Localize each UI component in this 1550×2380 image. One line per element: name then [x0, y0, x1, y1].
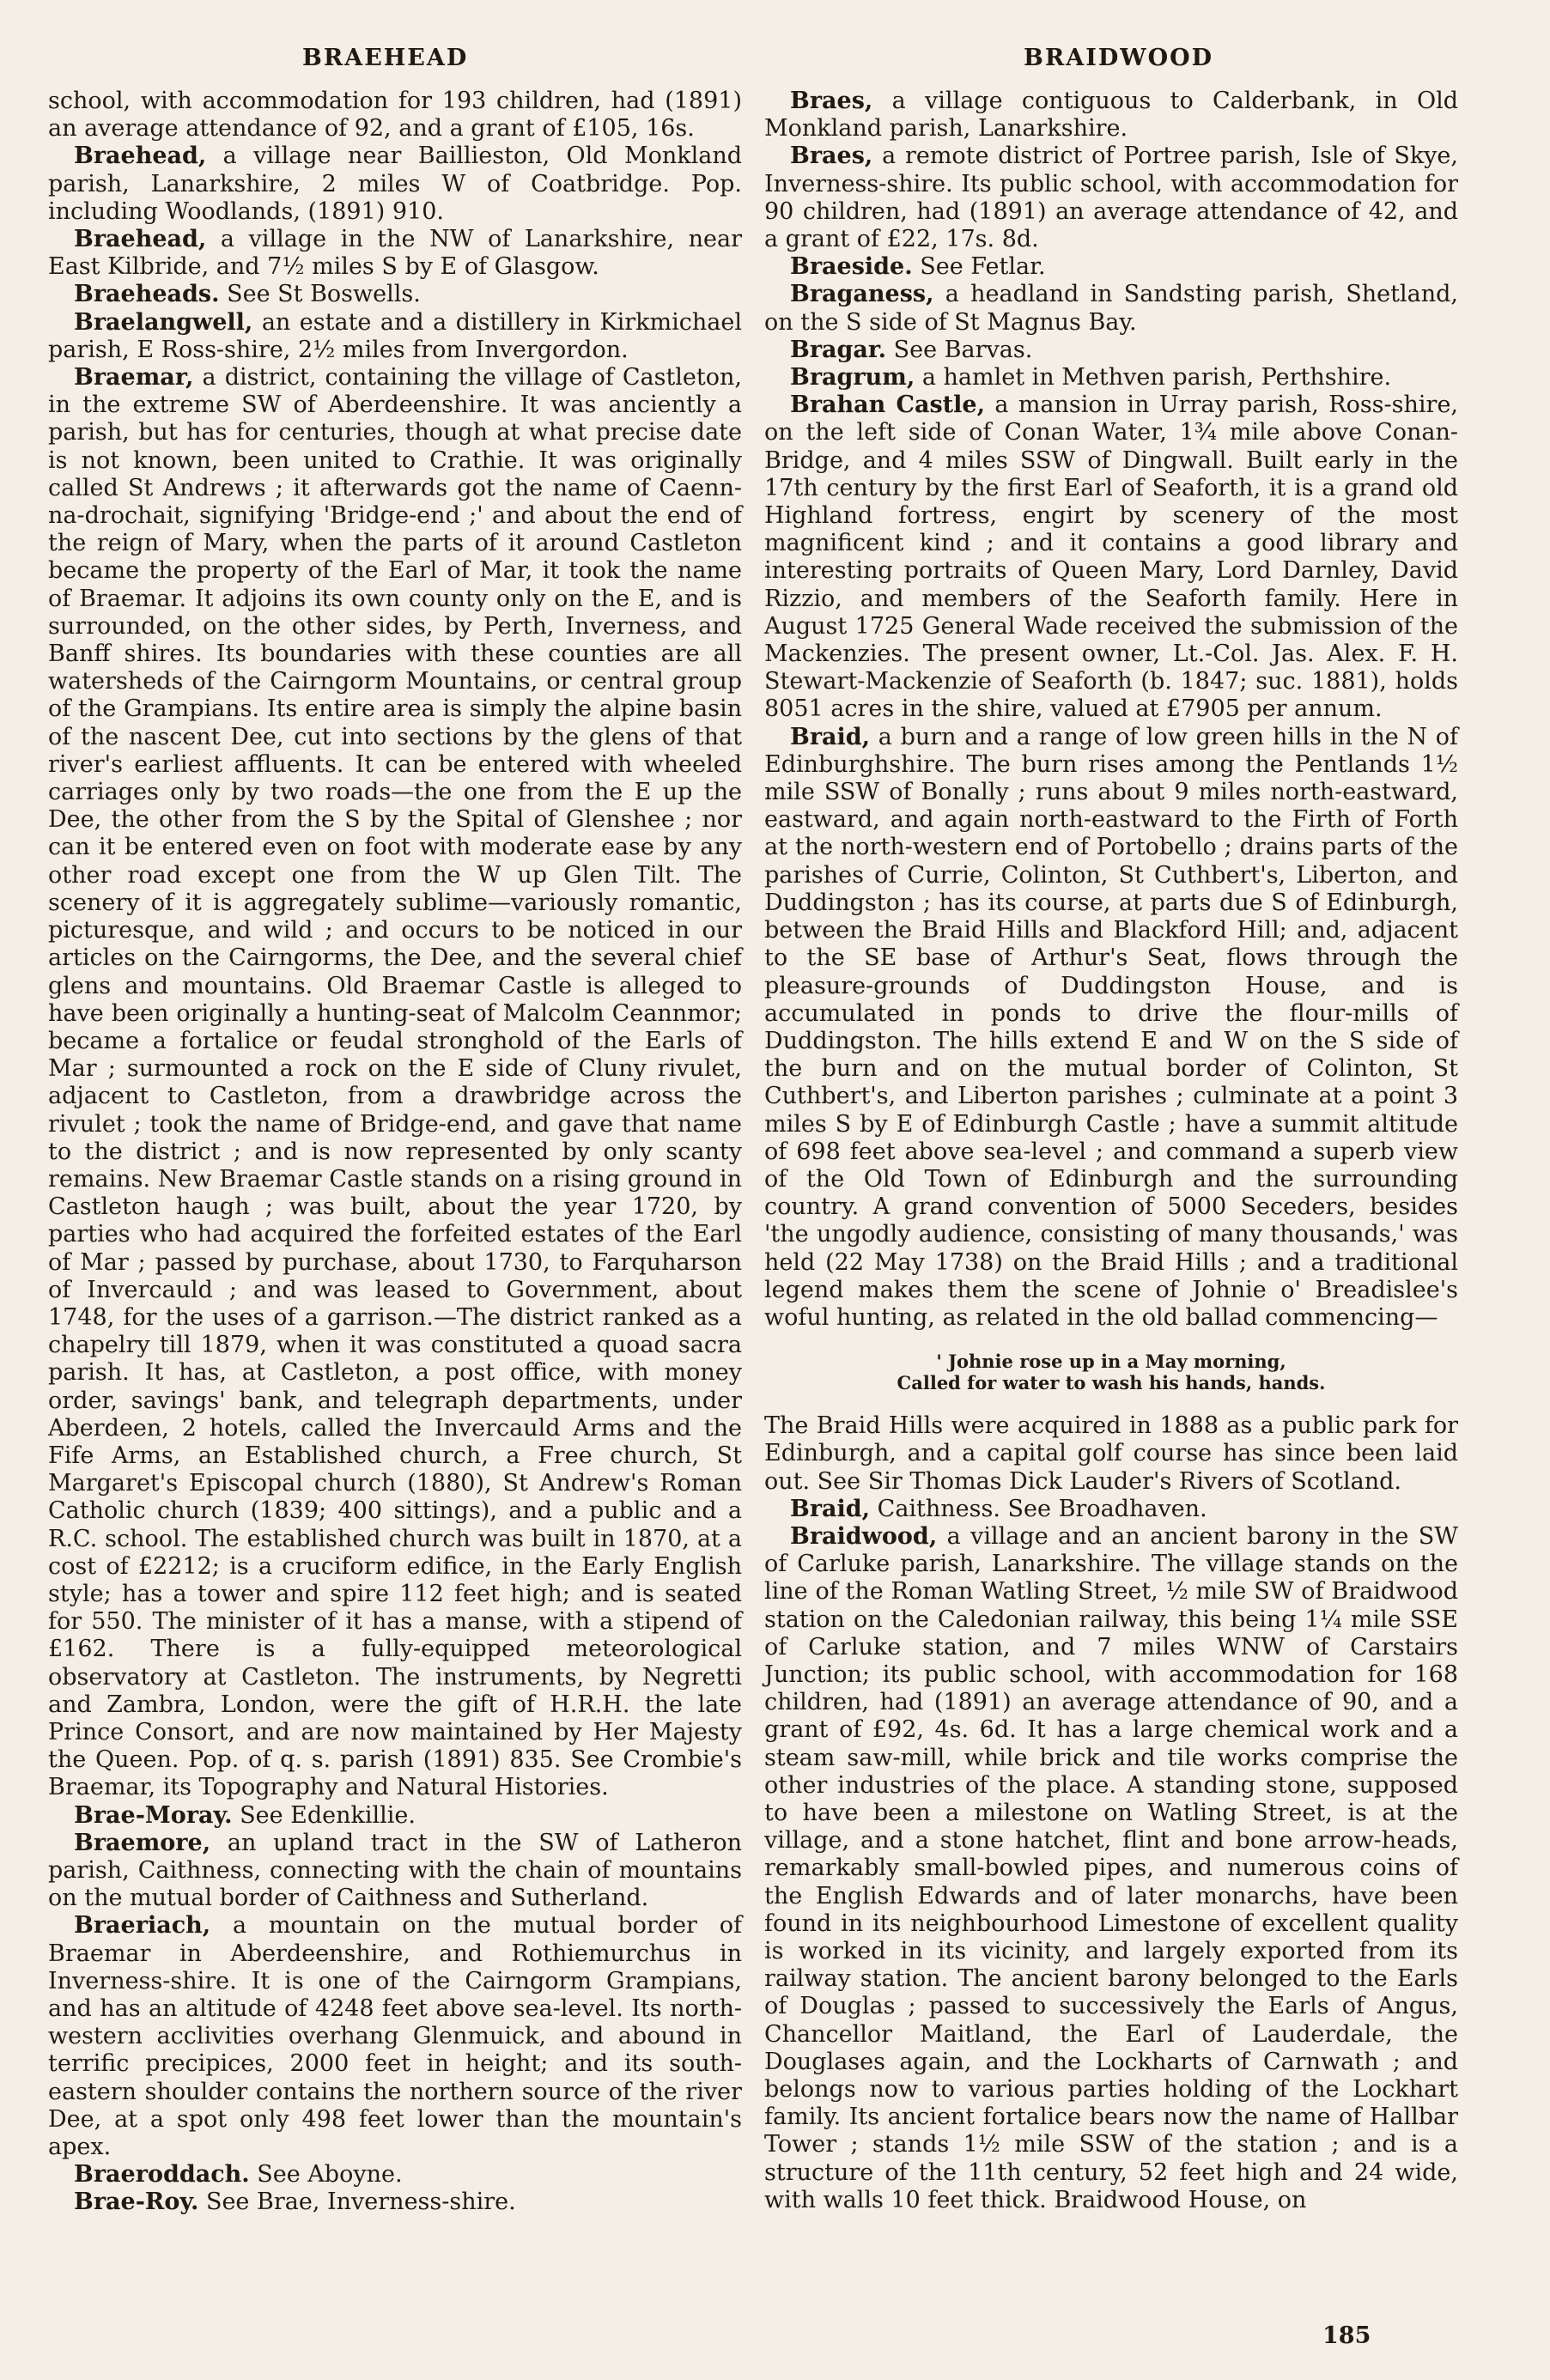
- entry-text: See Brae, Inverness-shire.: [198, 2189, 516, 2216]
- entry-text: a hamlet in Methven parish, Perthshire.: [915, 364, 1392, 392]
- gazetteer-entry: [764, 253, 1458, 281]
- gazetteer-entry: [764, 337, 1458, 364]
- gazetteer-entry: [48, 309, 742, 364]
- entry-text: a remote district of Portree parish, Isle of Skye, Inverness-shire. Its public school, with accommodation for 90 children, had (1891) an average attendance of 42, and a grant of £22, 17s. 8d.: [764, 143, 1458, 253]
- quote-line: ' Johnie rose up in a May morning,: [936, 1351, 1286, 1373]
- gazetteer-entry: [48, 1912, 742, 2161]
- entry-text: an upland tract in the SW of Latheron parish, Caithness, connecting with the chain of mountains on the mutual border of Caithness and Sutherland.: [48, 1829, 742, 1912]
- entry-headword: Braidwood,: [790, 1522, 938, 1550]
- header-right-word: BRAIDWOOD: [1024, 45, 1214, 71]
- entry-text: a burn and a range of low green hills in the N of Edinburghshire. The burn rises among the Pentlands 1½ mile SSW of Bonally ; runs about 9 miles north-eastward, eastward, and again north-eastward to the Firth of Forth at the north-western end of Portobello ; drains parts of the parishes of Currie, Colinton, St Cuthbert's, Liberton, and Duddingston ; has its course, at parts due S of Edinburgh, between the Braid Hills and Blackford Hill; and, adjacent to the SE base of Arthur's Seat, flows through the pleasure-grounds of Duddingston House, and is accumulated in ponds to drive the flour-mills of Duddingston. The hills extend E and W on the S side of the burn and on the mutual border of Colinton, St Cuthbert's, and Liberton parishes ; culminate at a point 3 miles S by E of Edinburgh Castle ; have a summit altitude of 698 feet above sea-level ; and command a superb view of the Old Town of Edinburgh and the surrounding country. A grand convention of 5000 Seceders, besides 'the ungodly audience, consisting of many thousands,' was held (22 May 1738) on the Braid Hills ; and a traditional legend makes them the scene of Johnie o' Breadislee's woful hunting, as related in the old ballad commencing—: [764, 723, 1458, 1331]
- entry-headword: Braes,: [790, 143, 873, 170]
- entry-text: a village and an ancient barony in the SW of Carluke parish, Lanarkshire. The village stands on the line of the Roman Watling Street, ½ mile SW of Braidwood station on the Caledonian railway, this being 1¼ mile SSE of Carluke station, and 7 miles WNW of Carstairs Junction; its public school, with accommodation for 168 children, had (1891) an average attendance of 90, and a grant of £92, 4s. 6d. It has a large chemical work and a steam saw-mill, while brick and tile works comprise the other industries of the place. A standing stone, supposed to have been a milestone on Watling Street, is at the village, and a stone hatchet, flint and bone arrow-heads, remarkably small-bowled pipes, and numerous coins of the English Edwards and of later monarchs, have been found in its neighbourhood Limestone of excellent quality is worked in its vicinity, and largely exported from its railway station. The ancient barony belonged to the Earls of Douglas ; passed to successively the Earls of Angus, Chancellor Maitland, the Earl of Lauderdale, the Douglases again, and the Lockharts of Carnwath ; and belongs now to various parties holding of the Lockhart family. Its ancient fortalice bears now the name of Hallbar Tower ; stands 1½ mile SSW of the station ; and is a structure of the 11th century, 52 feet high and 24 wide, with walls 10 feet thick. Braidwood House, on: [764, 1522, 1458, 2213]
- entry-headword: Brae-Moray.: [74, 1801, 233, 1829]
- gazetteer-entry: [48, 1802, 742, 1830]
- page-number: 185: [1322, 2322, 1371, 2349]
- gazetteer-entry: [48, 88, 742, 143]
- entry-headword: Braemar,: [74, 364, 194, 392]
- running-header: [48, 45, 1502, 82]
- entry-headword: Braelangwell,: [74, 308, 253, 336]
- entry-headword: Braganess,: [790, 281, 934, 308]
- entry-headword: Braeriach,: [74, 1912, 211, 1940]
- gazetteer-entry: [764, 281, 1458, 336]
- entry-text: a headland in Sandsting parish, Shetland, on the S side of St Magnus Bay.: [764, 281, 1458, 336]
- gazetteer-entry: [48, 143, 742, 226]
- right-column-entries-bottom: [764, 1412, 1458, 2214]
- entry-text: a district, containing the village of Castleton, in the extreme SW of Aberdeenshire. It was anciently a parish, but has for centuries, though at what precise date is not known, been united to Crathie. It was originally called St Andrews ; it afterwards got the name of Caenn-na-drochait, signifying 'Bridge-end ;' and about the end of the reign of Mary, when the parts of it around Castleton became the property of the Earl of Mar, it took the name of Braemar. It adjoins its own county only on the E, and is surrounded, on the other sides, by Perth, Inverness, and Banff shires. Its boundaries with these counties are all watersheds of the Cairngorm Mountains, or central group of the Grampians. Its entire area is simply the alpine basin of the nascent Dee, cut into sections by the glens of that river's earliest affluents. It can be entered with wheeled carriages only by two roads—the one from the E up the Dee, the other from the S by the Spital of Glenshee ; nor can it be entered even on foot with moderate ease by any other road except one from the W up Glen Tilt. The scenery of it is aggregately sublime—variously romantic, picturesque, and wild ; and occurs to be noticed in our articles on the Cairngorms, the Dee, and the several chief glens and mountains. Old Braemar Castle is alleged to have been originally a hunting-seat of Malcolm Ceannmor; became a fortalice or feudal stronghold of the Earls of Mar ; surmounted a rock on the E side of Cluny rivulet, adjacent to Castleton, from a drawbridge across the rivulet ; took the name of Bridge-end, and gave that name to the district ; and is now represented by only scanty remains. New Braemar Castle stands on a rising ground in Castleton haugh ; was built, about the year 1720, by parties who had acquired the forfeited estates of the Earl of Mar ; passed by purchase, about 1730, to Farquharson of Invercauld ; and was leased to Government, about 1748, for the uses of a garrison.—The district ranked as a chapelry till 1879, when it was constituted a quoad sacra parish. It has, at Castleton, a post office, with money order, savings' bank, and telegraph departments, under Aberdeen, 2 hotels, called the Invercauld Arms and the Fife Arms, an Established church, a Free church, St Margaret's Episcopal church (1880), St Andrew's Roman Catholic church (1839; 400 sittings), and a public and a R.C. school. The established church was built in 1870, at a cost of £2212; is a cruciform edifice, in the Early English style; has a tower and spire 112 feet high; and is seated for 550. The minister of it has a manse, with a stipend of £162. There is a fully-equipped meteorological observatory at Castleton. The instruments, by Negretti and Zambra, London, were the gift of H.R.H. the late Prince Consort, and are now maintained by Her Majesty the Queen. Pop. of q. s. parish (1891) 835. See Crombie's Braemar, its Topography and Natural Histories.: [48, 364, 742, 1801]
- entry-headword: Braemore,: [74, 1829, 211, 1856]
- left-column: [48, 88, 742, 2217]
- gazetteer-entry: [764, 1523, 1458, 2214]
- gazetteer-entry: [764, 143, 1458, 253]
- gazetteer-entry: [764, 1496, 1458, 1523]
- entry-text: school, with accommodation for 193 children, had (1891) an average attendance of 92, and a grant of £105, 16s.: [48, 88, 742, 143]
- entry-headword: Braid,: [790, 1495, 871, 1522]
- gazetteer-entry: [764, 1412, 1458, 1496]
- entry-headword: Braeroddach.: [74, 2161, 250, 2189]
- entry-text: a village near Baillieston, Old Monkland parish, Lanarkshire, 2 miles W of Coatbridge. Pop. including Woodlands, (1891) 910.: [48, 143, 742, 225]
- entry-text: an estate and a distillery in Kirkmichael parish, E Ross-shire, 2½ miles from Invergordon.: [48, 308, 742, 363]
- gazetteer-entry: [764, 392, 1458, 723]
- entry-text: See Barvas.: [886, 336, 1033, 363]
- entry-headword: Braehead,: [74, 143, 207, 170]
- entry-headword: Bragrum,: [790, 364, 915, 392]
- header-left-word: BRAEHEAD: [302, 45, 469, 71]
- gazetteer-entry: [48, 364, 742, 1802]
- gazetteer-entry: [764, 88, 1458, 143]
- entry-text: See Fetlar.: [912, 253, 1046, 281]
- ballad-quote: [764, 1351, 1458, 1393]
- entry-headword: Braid,: [790, 723, 871, 750]
- entry-text: a village contiguous to Calderbank, in Old Monkland parish, Lanarkshire.: [764, 88, 1458, 143]
- quote-line: Called for water to wash his hands, hands.: [897, 1372, 1326, 1394]
- entry-text: See Aboyne.: [249, 2161, 403, 2189]
- entry-headword: Brae-Roy.: [74, 2189, 199, 2216]
- right-column-entries-top: [764, 88, 1458, 1332]
- entry-text: Caithness. See Broadhaven.: [870, 1495, 1207, 1522]
- gazetteer-entry: [48, 226, 742, 281]
- gazetteer-entry: [48, 2189, 742, 2216]
- entry-text: a mountain on the mutual border of Braemar in Aberdeenshire, and Rothiemurchus in Inverness-shire. It is one of the Cairngorm Grampians, and has an altitude of 4248 feet above sea-level. Its north-western acclivities overhang Glenmuick, and abound in terrific precipices, 2000 feet in height; and its south-eastern shoulder contains the northern source of the river Dee, at a spot only 498 feet lower than the mountain's apex.: [48, 1912, 742, 2161]
- entry-text: a mansion in Urray parish, Ross-shire, on the left side of Conan Water, 1¾ mile above Conan-Bridge, and 4 miles SSW of Dingwall. Built early in the 17th century by the first Earl of Seaforth, it is a grand old Highland fortress, engirt by scenery of the most magnificent kind ; and it contains a good library and interesting portraits of Queen Mary, Lord Darnley, David Rizzio, and members of the Seaforth family. Here in August 1725 General Wade received the submission of the Mackenzies. The present owner, Lt.-Col. Jas. Alex. F. H. Stewart-Mackenzie of Seaforth (b. 1847; suc. 1881), holds 8051 acres in the shire, valued at £7905 per annum.: [764, 392, 1459, 723]
- entry-headword: Braeside.: [790, 253, 913, 281]
- entry-text: See St Boswells.: [219, 281, 421, 308]
- right-column: [764, 88, 1458, 2214]
- gazetteer-entry: [48, 281, 742, 308]
- entry-headword: Braeheads.: [74, 281, 220, 308]
- gazetteer-entry: [764, 364, 1458, 392]
- entry-headword: Bragar.: [790, 336, 887, 363]
- gazetteer-entry: [48, 1830, 742, 1913]
- entry-text: The Braid Hills were acquired in 1888 as a public park for Edinburgh, and a capital golf course has since been laid out. See Sir Thomas Dick Lauder's Rivers of Scotland.: [764, 1412, 1458, 1495]
- entry-headword: Braehead,: [74, 226, 207, 253]
- gazetteer-entry: [764, 724, 1458, 1332]
- gazetteer-entry: [48, 2161, 742, 2189]
- entry-text: a village in the NW of Lanarkshire, near East Kilbride, and 7½ miles S by E of Glasgow.: [48, 226, 742, 281]
- entry-headword: Brahan Castle,: [790, 392, 985, 419]
- entry-headword: Braes,: [790, 88, 873, 114]
- entry-text: See Edenkillie.: [232, 1801, 416, 1829]
